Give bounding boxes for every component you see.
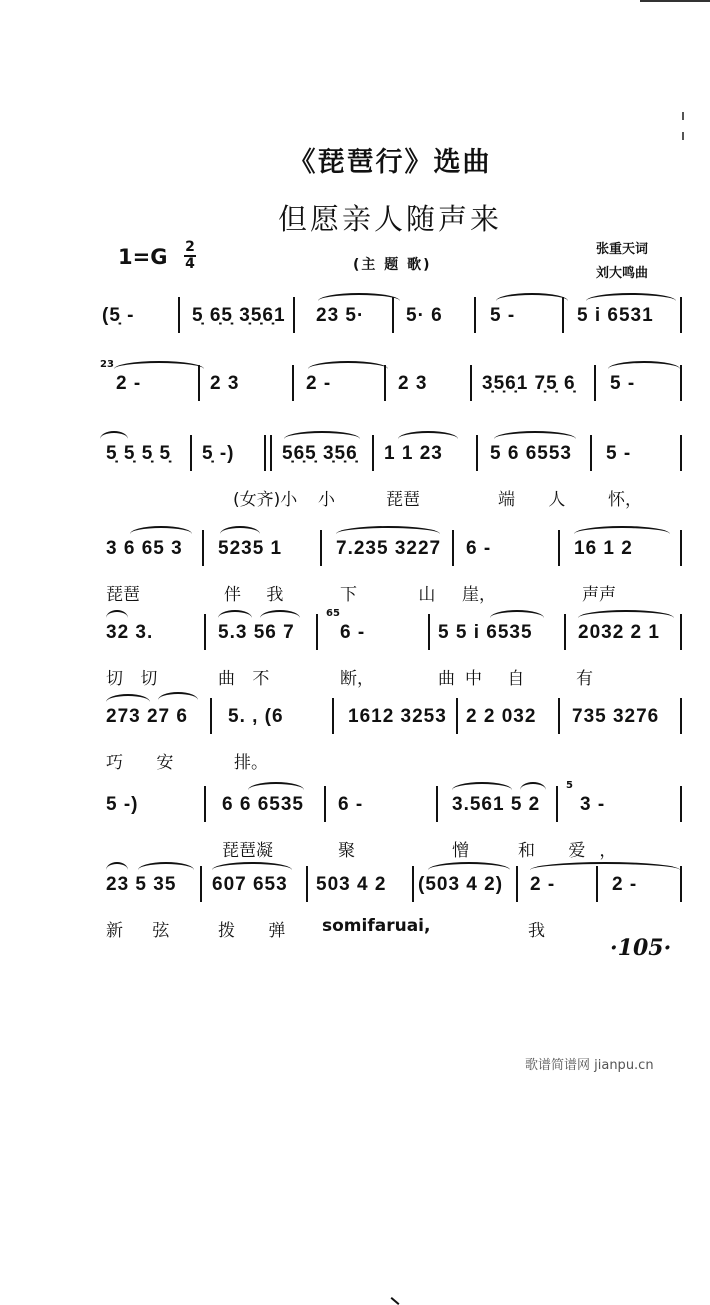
measure-notes: 2 3	[210, 373, 240, 394]
lyric: 曲中 自	[438, 669, 535, 689]
lyric: 伴 我	[224, 585, 294, 605]
measure-notes: 5 -	[610, 373, 636, 394]
measure-notes: 1 1 23	[384, 443, 443, 464]
measure-notes: 6 -	[340, 622, 366, 643]
lyric: 琵琶	[106, 585, 140, 605]
edge-tick-mark	[682, 112, 684, 120]
lyric: 憎	[452, 841, 469, 861]
measure-notes: 32 3.	[106, 622, 154, 643]
measure-notes: 6 -	[338, 794, 364, 815]
measure-notes: 5· 6	[406, 305, 443, 326]
edge-tick-mark	[682, 132, 684, 140]
measure-notes: 3̣5̣6̣1 7̣5̣ 6̣	[482, 373, 576, 394]
measure-notes: 5 -	[606, 443, 632, 464]
lyric: 端 人	[498, 490, 580, 510]
measure-notes: 2 -	[116, 373, 142, 394]
measure-notes: 503 4 2	[316, 874, 387, 895]
lyric: 切 切	[106, 669, 164, 689]
grace-note: 5	[566, 780, 573, 791]
measure-notes: 5̣ 6̣5̣ 3̣5̣6̣1	[192, 305, 286, 326]
lyric: 拨 弹	[218, 921, 300, 941]
lyric: 排。	[234, 753, 268, 773]
measure-notes: 6 6 6535	[222, 794, 304, 815]
time-signature-bottom: 4	[185, 256, 195, 272]
measure-notes: 5 -	[490, 305, 516, 326]
lyric: somifaruai,	[322, 916, 431, 936]
score-collection-title: 《琵琶行》选曲	[288, 147, 492, 178]
measure-notes: 2 -	[530, 874, 556, 895]
measure-notes: 1612 3253	[348, 706, 447, 727]
measure-notes: 273 27 6	[106, 706, 188, 727]
lyric: 琵琶凝	[222, 841, 273, 861]
score-row	[100, 608, 690, 702]
lyric: 怀，	[608, 490, 642, 510]
lyric: (女齐)小	[233, 490, 298, 510]
measure-notes: 2032 2 1	[578, 622, 660, 643]
lyric: 断，	[340, 669, 374, 689]
stray-ink-mark	[391, 1297, 400, 1305]
measure-notes: 2 -	[306, 373, 332, 394]
measure-notes: 5̣6̣5̣ 3̣5̣6̣	[282, 443, 358, 464]
measure-notes: 5. , (6	[228, 706, 284, 727]
measure-notes: (5̣ -	[102, 305, 135, 326]
grace-note: 65	[326, 608, 340, 619]
measure-notes: 5 6 6553	[490, 443, 572, 464]
lyricist-credit: 张重天词	[596, 242, 649, 257]
composer-credit: 刘大鸣曲	[596, 266, 649, 281]
measure-notes: 3 -	[580, 794, 606, 815]
measure-notes: 3.561 5 2	[452, 794, 541, 815]
lyric: 和 爱，	[518, 841, 631, 861]
measure-notes: 5̣ 5̣ 5̣ 5̣	[106, 443, 172, 464]
measure-notes: 5 i 6531	[577, 305, 654, 326]
measure-notes: 2 2 032	[466, 706, 537, 727]
score-row	[100, 359, 690, 453]
measure-notes: 23 5·	[316, 305, 365, 326]
measure-notes: 2 -	[612, 874, 638, 895]
lyric: 崖，	[462, 585, 496, 605]
measure-notes: 7.235 3227	[336, 538, 442, 559]
lyric: 有	[576, 669, 593, 689]
time-signature	[184, 240, 196, 272]
measure-notes: 5.3 56 7	[218, 622, 295, 643]
page-edge-line	[640, 0, 710, 2]
page-number: ·105·	[610, 935, 672, 961]
lyric: 新 弦	[106, 921, 182, 941]
lyric: 声声	[582, 585, 616, 605]
lyric: 巧 安	[106, 753, 188, 773]
measure-notes: 5235 1	[218, 538, 283, 559]
lyric: 聚	[338, 841, 355, 861]
measure-notes: 23 5 35	[106, 874, 177, 895]
lyric: 曲 不	[218, 669, 276, 689]
grace-note: 23	[100, 359, 114, 370]
section-label: (主 题 歌)	[353, 257, 432, 273]
measure-notes: 6 -	[466, 538, 492, 559]
score-row	[100, 874, 690, 954]
score-row	[100, 538, 690, 618]
measure-notes: 735 3276	[572, 706, 660, 727]
measure-notes: 5 -)	[106, 794, 139, 815]
measure-notes: 3 6 65 3	[106, 538, 183, 559]
lyric: 琵琶	[386, 490, 420, 510]
measure-notes: 5̣ -)	[202, 443, 235, 464]
website-watermark: 歌谱简谱网 jianpu.cn	[525, 1058, 654, 1073]
lyric: 小	[318, 490, 335, 510]
measure-notes: 5 5 i 6535	[438, 622, 533, 643]
song-title: 但愿亲人随声来	[277, 202, 502, 236]
lyric: 我	[528, 921, 545, 941]
lyric: 下 山	[340, 585, 464, 605]
key-signature: 1=G	[118, 245, 168, 269]
measure-notes: (503 4 2)	[418, 874, 504, 895]
measure-notes: 16 1 2	[574, 538, 633, 559]
time-signature-top: 2	[185, 239, 195, 255]
score-row	[100, 706, 690, 786]
measure-notes: 607 653	[212, 874, 288, 895]
measure-notes: 2 3	[398, 373, 428, 394]
score-row	[100, 443, 690, 523]
